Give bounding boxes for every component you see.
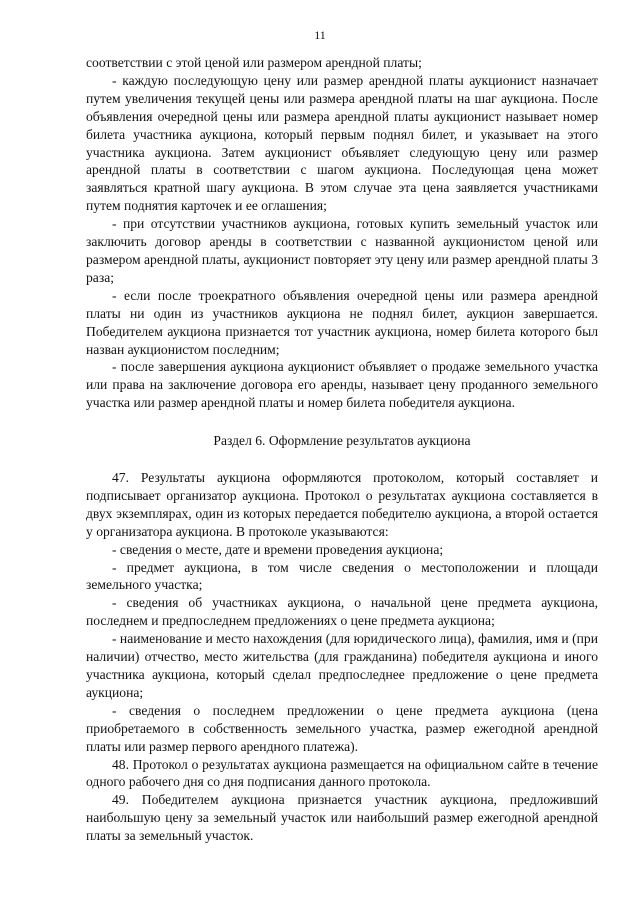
paragraph-no-participants: - при отсутствии участников аукциона, готовых купить земельный участок или заключить договор аренды в соответствии с названной аукционистом ценой или размером арендной платы, аукционист повторяет эту цену или размер арендной платы 3 раза; <box>86 216 598 285</box>
section-heading: Раздел 6. Оформление результатов аукциона <box>213 433 471 449</box>
list-item-winner-details: - наименование и место нахождения (для юридического лица), фамилия, имя и (при наличии) отчество, место жительства (для гражданина) победителя аукциона и иного участника аукциона, который сделал предпоследнее предложение о цене предмета аукциона; <box>86 631 598 700</box>
paragraph-auction-completion: - после завершения аукциона аукционист объявляет о продаже земельного участка или права на заключение договора его аренды, называет цену проданного земельного участка или размер арендной платы и номер билета победителя аукциона. <box>86 359 598 411</box>
paragraph-47: 47. Результаты аукциона оформляются протоколом, который составляет и подписывает организатор аукциона. Протокол о результатах аукциона составляется в двух экземплярах, один из которых передается победителю аукциона, а второй остается у организатора аукциона. В протоколе указываются: <box>86 470 598 539</box>
paragraph-auction-end: - если после троекратного объявления очередной цены или размера арендной платы ни один из участников аукциона не поднял билет, аукцион завершается. Победителем аукциона признается тот участник аукциона, номер билета которого был назван аукционистом последним; <box>86 287 598 357</box>
paragraph-49: 49. Победителем аукциона признается участник аукциона, предложивший наибольшую цену за земельный участок или наибольший размер ежегодной арендной платы за земельный участок. <box>86 792 598 844</box>
paragraph-48: 48. Протокол о результатах аукциона размещается на официальном сайте в течение одного рабочего дня со дня подписания данного протокола. <box>86 756 598 790</box>
list-item-place-date: - сведения о месте, дате и времени проведения аукциона; <box>112 541 444 557</box>
list-item-participants: - сведения об участниках аукциона, о начальной цене предмета аукциона, последнем и предпоследнем предложениях о цене предмета аукциона; <box>86 595 598 629</box>
list-item-subject: - предмет аукциона, в том числе сведения о местоположении и площади земельного участка; <box>86 559 598 593</box>
list-item-last-offer: - сведения о последнем предложении о цене предмета аукциона (цена приобретаемого в собственность земельного участка, размер ежегодной арендной платы или размер первого арендного платежа). <box>86 702 598 754</box>
page-number: 11 <box>314 28 326 42</box>
document-body <box>86 54 598 845</box>
paragraph-bid-increment: - каждую последующую цену или размер арендной платы аукционист назначает путем увеличения текущей цены или размера арендной платы на шаг аукциона. После объявления очередной цены или размера арендной платы аукционист называет номер билета участника аукциона, который первым поднял билет, и указывает на этого участника аукциона. Затем аукционист объявляет следующую цену или размер арендной платы в соответствии с шагом аукциона. Последующая цена может заявляться кратной шагу аукциона. В этом случае эта цена заявляется участниками путем поднятия карточек и ее оглашения; <box>86 72 598 214</box>
paragraph-continuation: соответствии с этой ценой или размером арендной платы; <box>86 55 422 70</box>
